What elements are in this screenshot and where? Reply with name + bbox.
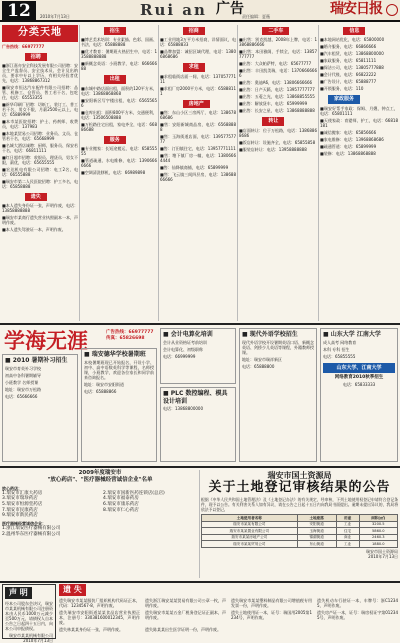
table-cell: 东山街道 [297,541,336,547]
column-1 [2,25,78,321]
pharmacy-list [2,470,198,578]
list-item: 遗失瑞安市某某服装厂组织机构代码证正本，代码：1234567-8，声明作废。 [59,598,140,608]
list-item: ■婚介服务，电话：66866666 [320,44,377,50]
list-item: ■售：飞云镇三间四层房，电话：13868866666 [160,171,236,182]
school-ad-title: ■ 2010 暑期补习招生 [5,357,68,364]
list-item: ■售：塘下镇厂房一幢，电话：13806664444 [160,152,236,163]
table-cell: 安阳街道 [297,521,336,527]
section-latin: Rui an [140,1,207,19]
table-cell: 住宅 [336,528,359,534]
classified-banner: 分类天地 [2,25,78,42]
list-item: ■出售：五菱之光，电话：13868855555 [239,94,315,100]
tag-used-car: 二手车 [262,27,289,35]
list-item: 本校暑期班现已开始报名，开设小学、初中、高中语数英科学等课程，名师授课，小班教学，欢迎各位家长和同学前来咨询报名。 [84,359,154,380]
land-date: 2010年7月13日 [368,553,398,559]
trainer-ad-title: ■ 瑞安德华学校暑期班 [84,351,146,358]
list-item: ■售：仙降镇商铺，电话：65899999 [160,164,229,170]
list-item: 初高中各科暑期辅导 [5,372,41,378]
list-item: ■售：安阳新城商品房，电话：65688888 [160,121,236,132]
list-item: ■新概念英语：小班教学，电话：66666688 [81,61,157,72]
list-item: ■博艺美术培训：专业素描、色彩、国画、书法，电话：65888888 [81,37,157,48]
plc-ad [160,387,236,462]
list-item: ■家电维修：电话：13968868686 [320,136,384,142]
table-cell: 瑞安市某某有限公司 [202,521,298,527]
list-item: ■汽车租赁，电话：13868800000 [320,51,384,57]
list-item: ■售：东山小区三房两厅，电话：13867868686 [160,109,236,120]
list-item: ■宏达机电有限公司招聘：电工2名，电话：66555888 [2,166,78,177]
list-item: ■瑞安好帮手家政：保姆、月嫂、钟点工，电话：65801111 [320,105,398,116]
list-item: ■出售：本田雅阁，手续全，电话：13857777777 [239,49,317,60]
column-divider [318,25,319,321]
table-header: 用途 [336,515,359,521]
university-sub: 网络教育2010秋季招生 [334,374,384,380]
list-item: ■出售：解放货车，电话：65999999 [239,101,308,107]
table-cell: 工业 [336,541,359,547]
table-cell: 3200.5 [359,521,397,527]
list-item: ■诚信搬家：电话：65856666 [320,129,377,135]
newspaper-logo: 瑞安日报 [330,1,382,17]
list-item: 电话：65888800 [242,363,275,369]
list-item: ■安阳新区写字楼出租，电话：65655656 [81,97,157,108]
pharmacy-subhead: 放心药店： [2,485,22,491]
list-item: 6.瑞安市康乐药店 [103,502,139,507]
pharmacy-title-1: 2009年度瑞安市 [78,470,122,476]
table-cell: 商业 [336,534,359,540]
column-divider [158,25,159,321]
list-item: ■服装店转让：电话：13958888888 [239,146,307,152]
list-item: ■装修：电话：13868868888 [320,150,376,156]
list-item: ■本地某贸易公司招聘：业务员、文员、仓管若干名，电话：65668999 [2,130,78,141]
list-item: ■管道疏通、水电维修，电话：13906666666 [81,157,157,168]
tag-service: 服务 [104,136,126,144]
list-item: ■本人遗失身份证一张，声明作废，电话：13858888888 [2,203,78,213]
list-item: ■开锁服务，电话：110 [320,86,364,92]
list-item: ■浙江嘉亦安全科技发展有限公司招聘：安全生产监督员、安全技术员、会计及出纳员，要求中专以上学历，有相关经验者优先，电话：13868867312 [2,62,78,83]
tag-enroll: 招生 [104,27,126,35]
modern-ad-title: ■ 现代外语学校招生 [242,331,298,338]
university-phone: 电话：65833333 [342,382,376,388]
table-cell: 瑞安市某某置业有限公司 [202,528,298,534]
list-item: 2.瑞安市国新医药连锁店(总店) [103,490,165,496]
land-signature: 瑞安市国土资源局 [366,548,398,554]
list-item: ■本市某医院招聘：护士、药剂师、收费员，电话：137983 [2,118,78,129]
list-item: ■红日超市招聘：收银员、理货员，男女不限，薪优，电话：65655555 [2,154,78,165]
list-item: ■工业用地3万平方米招商，详情面议，电话：65888833 [160,37,236,48]
xuehai-fax: 传真：65826698 [106,336,145,342]
masthead [0,0,400,22]
tag-rent: 出租 [104,75,126,83]
land-intro: 根据《中华人民共和国土地管理法》及《土地登记办法》的有关规定，经审核，下列土地使用权登记申请符合登记条件，现予以公告。有关利害关系人如有异议，请在公告之日起十五日内向我局书面提出。逾期未提出异议的，我局将依法予以登记。 [201,497,398,512]
list-item: 电话：65666666 [5,393,38,399]
list-item: ■饭店转让：设施齐全，电话：65855858 [239,139,316,145]
list-item: 现代外语学校开设暑期英语口语、新概念英语、剑桥少儿英语等课程，外籍教师授课。 [242,339,314,355]
tag-realestate: 房地产 [183,100,210,108]
list-item: 电话：13868800000 [163,406,203,411]
pharmacy-grid [2,491,198,519]
list-item: ■求租厂房2000平方米，电话：65888111 [160,85,236,96]
column-divider [237,25,238,321]
statement-title: 声 明 [5,587,32,599]
device-subhead: 医疗器械经营诚信企业： [2,520,46,526]
tag-info: 信息 [343,27,365,35]
tag-lost: 遗失 [25,193,47,201]
list-item: 遗失房产证一本，证号：瑞房权证字第012345号，声明作废。 [317,610,398,620]
modern-lang-ad [239,328,317,462]
issue-date: 2010年7月13日 [40,14,70,19]
list-item: ■疏通管道：电话：65899999 [320,143,377,149]
list-item: 本科 专科 招生 [323,346,350,352]
list-item: 遗失瑞安市某某塑料制品有限公司增值税专用发票一份，声明作废。 [231,598,312,608]
column-divider [199,470,200,578]
list-item: ■万松路住宅出租，家电齐全，电话：66886688 [81,121,157,132]
list-item: ■优才教育：暑期班火热招生中，电话：13588888888 [81,49,157,60]
list-item: ■会计代账，电话：66822222 [320,72,377,78]
column-5 [320,25,398,321]
tag-transfer: 转让 [262,117,284,125]
list-item: 1.瑞安市汇康大药房 [2,490,43,496]
list-item: ■出售：大众帕萨特，电话：65677777 [239,61,312,67]
recruit-list [2,63,78,189]
list-item: ■瑞安市恒达汽车配件有限公司招聘：品管、机修工、仓管员、普工若干名，包吃住，电话：65553355 [2,84,78,100]
logo-seal-icon [386,4,398,16]
editor-credit: 责任编辑：夏薇 [242,14,270,19]
shandong-ad-title: ■ 山东大学 江南大学 [323,331,381,338]
list-item: ■售：玉海街道店面，电话：13957757777 [160,133,236,144]
list-item: ■天使家政：育婴师、护工，电话：66818181 [320,117,398,128]
xuehai-phone: 广告热线：66977777 [106,330,154,335]
table-cell: 瑞安市某某贸易公司 [202,541,298,547]
section-divider [0,466,400,468]
list-item: 电话：66999999 [163,353,196,359]
table-cell: 1880.0 [359,541,397,547]
table-cell: 2460.3 [359,534,397,540]
list-item: ■仓库出租：面积800平方米，交通便利，电话：13506508888 [81,109,157,120]
list-item: 9.瑞安市新民药店 [2,513,38,519]
statement-body: 经本公司股东会决议，瑞安市某某机械有限公司注册资本由人民币1000万元减少至500万元，请债权人自本公告之日起四十五日内，向本公司申报债权。 [5,601,53,631]
list-item: ■出售：丰田凯美瑞，电话：13706666666 [239,68,317,79]
list-item: 地址：瑞安市瑞祥新区 [242,356,282,362]
list-item: 电话：65855555 [323,353,356,359]
list-item: 8.瑞安市仁心药店 [103,507,139,513]
land-notice [201,470,398,578]
tag-wanted: 求租 [183,63,205,71]
school-ad [2,354,78,462]
tag-investment: 招商 [183,27,205,35]
column-3 [160,25,236,321]
list-item: 地址：瑞安市万松路 [5,386,41,392]
list-item: 4.瑞安市福泰药房 [103,496,139,502]
statement-box [2,584,56,643]
list-item: ■瑞安市某商行遗失营业执照副本一本，声明作废。 [2,215,78,225]
section-divider [0,323,400,325]
land-table [201,514,398,547]
list-item: 会计从业资格证考前培训 [163,339,207,345]
list-item: ■专业搬家：长短途搬运，电话：65855555 [81,145,157,156]
list-item: 瑞安市育英补习学校 [5,365,41,371]
lost-notices [59,584,398,639]
list-item: 遗失机动车行驶证一本，车牌号：浙C12345，声明作废。 [317,598,398,608]
list-item: ■出售：日产天籁，电话：13957777777 [239,87,315,93]
column-4 [239,25,317,321]
list-item: ■保洁公司，电话：13805777888 [320,65,384,71]
land-notice-title: 关于土地登记审核结果的公告 [208,480,391,495]
list-item: 5.瑞安市恒源堂药店 [2,502,43,507]
table-cell: 5860.0 [359,528,397,534]
section-divider [0,581,400,583]
list-item: ■本人遗失驾驶证一本，声明作废。 [2,227,66,232]
list-item: ■出售：长安之星，电话：13868888888 [239,108,315,114]
xuehai-title: 学海无涯 [4,328,88,353]
lost-grid [59,598,398,634]
list-item: 遗失陈某某出生医学证明一份，声明作废。 [145,627,221,632]
land-agency: 瑞安市国土资源局 [267,470,332,480]
table-cell: 瑞安市某某房地产公司 [202,534,298,540]
trainer-ad [81,348,157,462]
statement-signature: 瑞安市某某机械有限公司 [9,633,53,638]
lost-title: 遗 失 [59,584,86,596]
table-row [202,541,398,547]
list-item: ■售：汀田镇住宅，电话：13957771111 [160,145,236,151]
table-header: 面积(㎡) [359,515,397,521]
list-item: 遗失林某某身份证一张，声明作废。 [59,627,123,632]
university-banner: 山东大学、江南大学 [323,363,395,373]
list-item: ■家政服务，电话：65811111 [320,58,377,64]
plc-ad-title: ■ PLC 数控编程、模具设计培训 [163,390,228,405]
table-cell: 玉海街道 [297,528,336,534]
tag-housekeeping: 家政服务 [328,95,360,103]
list-item: 地址：瑞安市安阳街道 [84,381,124,387]
list-item: ■出售：奥迪A6，电话：13806666666 [239,80,313,86]
list-item: 成人高考 网络教育 [323,339,357,345]
acct-ad [160,328,236,384]
pharmacy-title-2: "放心药店"、"医疗器械经营诚信企业"名单 [47,476,153,483]
list-item: 会计电算化、初级职称 [163,346,203,352]
list-item: 小班教学 名师授课 [5,379,39,385]
list-item: ■名城大酒店诚聘：厨师、服务员、保安若干名，电话：66811111 [2,142,78,153]
list-item: ■瑞安市第二人民医院招聘：护工多名，电话：65858888 [2,178,78,189]
list-item: ■东城中路店面出租，面积约120平方米，电话：13868868868 [81,85,157,96]
table-header: 土地座落 [297,515,336,521]
list-item: ■空调清洗移机，电话：66989898 [81,169,146,175]
section-title: 广告 [216,1,244,17]
xuehai-contact [106,330,154,343]
list-item: ■广告设计，电话：65888777 [320,79,377,85]
list-item: ■店面转让：位于万松路，电话：13868868686 [239,127,317,138]
statement-date: 2010年7月13日 [23,638,53,643]
list-item: 电话：65888866 [84,388,117,394]
classified-phone: 广告热线：66977777 [2,43,45,49]
page-number: 12 [2,1,36,21]
list-item: ■本地网站优化，电话：65800000 [320,37,385,43]
tag-recruit: 招聘 [25,53,47,61]
table-cell: 工业 [336,521,359,527]
list-item: 1.浙江瑞安医疗器械有限公司 [2,525,61,531]
list-item: 3.瑞安市瑞珍药店 [2,496,38,502]
list-item: ■出售：别克凯越，2008年上牌，电话：13868886666 [239,37,317,48]
list-item: 遗失浙江瑞安某某贸易有限公司公章一枚，声明作废。 [145,598,226,608]
list-item: ■品牌加盟：诚招区域代理，电话：13806868686 [160,49,236,60]
list-item: 2.温州华东医疗器械有限公司 [2,531,61,537]
shandong-ad [320,328,398,462]
acct-ad-title: ■ 会计电算化培训 [163,331,213,338]
list-item: ■求租临街店面一间，电话：13705777111 [160,73,236,84]
column-2 [81,25,157,321]
list-item: ■新华印刷厂招聘：切纸工、装订工、普工若干名，男女不限，月薪2500元以上，电话：65889999 [2,101,78,117]
table-cell: 锦湖街道 [297,534,336,540]
list-item: 遗失瑞安市某某五金厂税务登记证正副本，声明作废。 [145,610,226,620]
column-divider [79,25,80,321]
list-item: 遗失瑞安市安阳街道某某食品店营业执照正本，注册号：330381600012345，声明作废。 [59,610,140,625]
list-item: 遗失土地使用证一本，证号：瑞国用2005第1234号，声明作废。 [231,610,312,620]
table-header: 土地使用者名称 [202,515,298,521]
list-item: 7.瑞安市民康药店 [2,507,38,513]
